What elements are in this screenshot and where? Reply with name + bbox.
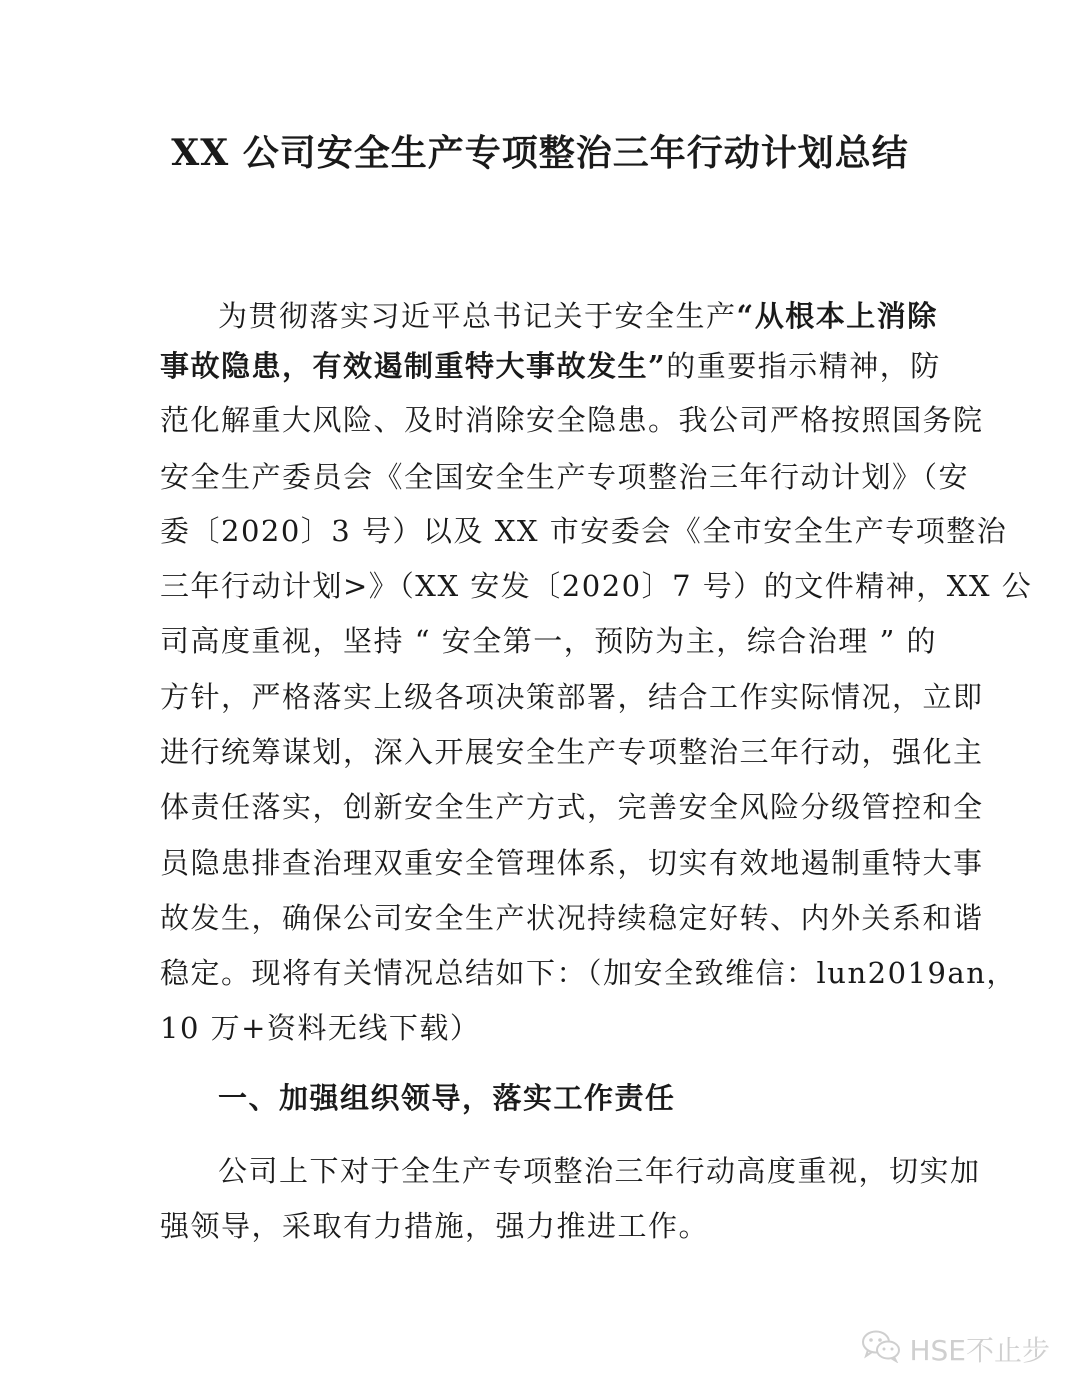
intro-line-10: 体责任落实，创新安全生产方式，完善安全风险分级管控和全 [160,790,984,824]
intro-line-3: 范化解重大风险、及时消除安全隐患。我公司严格按照国务院 [160,403,984,437]
wechat-icon [861,1329,909,1370]
intro-line-12: 故发生，确保公司安全生产状况持续稳定好转、内外关系和谐 [160,901,984,935]
section-1-line-2: 强领导，采取有力措施，强力推进工作。 [160,1209,710,1243]
intro-line-2 [160,346,941,386]
intro-line-11: 员隐患排查治理双重安全管理体系，切实有效地遏制重特大事 [160,846,984,880]
watermark [861,1329,1050,1369]
intro-line-1-text: 为贯彻落实习近平总书记关于安全生产 [218,299,737,333]
intro-line-9: 进行统筹谋划，深入开展安全生产专项整治三年行动，强化主 [160,735,984,769]
intro-line-6: 三年行动计划>》（XX 安发〔2020〕7 号）的文件精神，XX 公 [160,569,1033,603]
intro-line-4: 安全生产委员会《全国安全生产专项整治三年行动计划》（安 [160,460,970,494]
intro-quote-start: “从根本上消除 [736,299,938,333]
watermark-text: HSE不止步 [909,1334,1050,1367]
intro-line-13: 稳定。现将有关情况总结如下：（加安全致维信：lun2019an， [160,956,1017,990]
section-1-line-1: 公司上下对于全生产专项整治三年行动高度重视，切实加 [218,1154,981,1188]
document-title: XX 公司安全生产专项整治三年行动计划总结 [171,132,909,174]
intro-line-2-text: 的重要指示精神，防 [666,349,941,383]
intro-line-14: 10 万+资料无线下载） [160,1011,481,1045]
section-1-heading: 一、加强组织领导，落实工作责任 [218,1081,676,1115]
intro-line-1 [218,296,938,336]
intro-line-5: 委〔2020〕3 号）以及 XX 市安委会《全市安全生产专项整治 [160,514,1008,548]
intro-line-8: 方针，严格落实上级各项决策部署，结合工作实际情况，立即 [160,680,984,714]
intro-line-7: 司高度重视，坚持 “ 安全第一，预防为主，综合治理 ” 的 [160,624,938,658]
intro-quote-end: 事故隐患，有效遏制重特大事故发生” [160,349,667,383]
